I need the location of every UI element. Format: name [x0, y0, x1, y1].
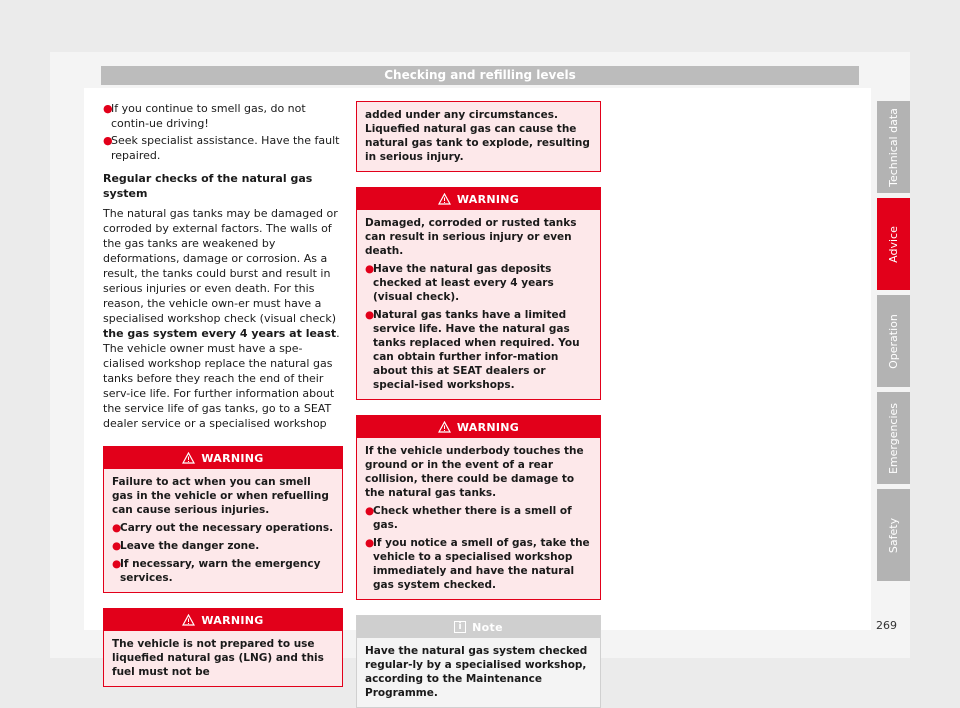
body-paragraph: The natural gas tanks may be damaged or corroded by external factors. The walls of the gas tanks are weakened by deformations, damage or corrosion. As a result, the tanks could burst and result in serious injuries or even death. For this reason, the vehicle own-er must have a specialised workshop check (visual check) the gas system every 4 years at least. The vehicle owner must have a spe-cialised workshop replace the natural gas tanks before they reach the end of their serv-ice life. For further information about the service life of gas tanks, go to a SEAT dealer service or a specialised workshop [103, 207, 340, 430]
bullet-icon: ● [365, 537, 375, 549]
list-item: ● Natural gas tanks have a limited service life. Have the natural gas tanks replaced when required. You can obtain further infor-mation about this at SEAT dealers or special-ised workshops. [365, 309, 580, 391]
warning-triangle-icon [182, 452, 195, 464]
right-column [356, 101, 601, 708]
warning-triangle-icon [182, 614, 195, 626]
bullet-icon: ● [112, 540, 122, 552]
note-header: i Note [357, 616, 600, 638]
list-item: ● Carry out the necessary operations. [112, 522, 334, 534]
list-item: ● Seek specialist assistance. Have the fault repaired. [103, 134, 340, 162]
list-item: ● If you continue to smell gas, do not contin-ue driving! [103, 102, 306, 130]
warning-box-continued [356, 101, 601, 172]
warning-box [356, 187, 601, 400]
bullet-icon: ● [103, 134, 113, 147]
warning-box [103, 608, 343, 687]
warning-body: If the vehicle underbody touches the ground or in the event of a rear collision, there could be damage to the natural gas tanks. ● Check whether there is a smell of gas. ● If you notice a smell of gas, take the vehicle to a specialised workshop immediately and have the natural gas system checked. [357, 438, 600, 599]
list-item: ● If necessary, warn the emergency services. [112, 558, 321, 584]
warning-header: WARNING [357, 188, 600, 210]
left-column [103, 101, 343, 687]
warning-body: Damaged, corroded or rusted tanks can result in serious injury or even death. ● Have the natural gas deposits checked at least every 4 years (visual check). ● Natural gas tanks have a limited service life. Have the natural gas tanks replaced when required. You can obtain further infor-mation about this at SEAT dealers or special-ised workshops. [357, 210, 600, 399]
list-item: ● If you notice a smell of gas, take the vehicle to a specialised workshop immediately and have the natural gas system checked. [365, 537, 590, 591]
warning-header: WARNING [357, 416, 600, 438]
tab-safety[interactable]: Safety [877, 489, 910, 581]
warning-body: Failure to act when you can smell gas in the vehicle or when refuelling can cause serious injuries. ● Carry out the necessary operations. ● Leave the danger zone. ● If necessary, warn the emergency services. [112, 476, 334, 584]
section-heading: Regular checks of the natural gas system [103, 172, 313, 200]
list-item: ● Have the natural gas deposits checked at least every 4 years (visual check). [365, 263, 554, 303]
tab-advice[interactable]: Advice [877, 198, 910, 290]
bullet-icon: ● [112, 522, 122, 534]
note-box [356, 615, 601, 708]
bullet-icon: ● [365, 263, 375, 275]
warning-triangle-icon [438, 421, 451, 433]
warning-header: WARNING [104, 447, 342, 469]
bullet-icon: ● [365, 505, 375, 517]
tab-operation[interactable]: Operation [877, 295, 910, 387]
tab-emergencies[interactable]: Emergencies [877, 392, 910, 484]
warning-header: WARNING [104, 609, 342, 631]
bullet-icon: ● [365, 309, 375, 321]
bullet-icon: ● [112, 558, 122, 570]
note-body: Have the natural gas system checked regular-ly by a specialised workshop, according to the Maintenance Programme. [365, 645, 588, 699]
list-item: ● Leave the danger zone. [112, 540, 260, 552]
warning-body: The vehicle is not prepared to use liquefied natural gas (LNG) and this fuel must not be [112, 638, 324, 678]
warning-body: added under any circumstances. Liquefied natural gas can cause the natural gas tank to explode, resulting in serious injury. [365, 109, 590, 163]
page-title: Checking and refilling levels [101, 66, 859, 85]
bullet-icon: ● [103, 102, 113, 115]
tab-technical-data[interactable]: Technical data [877, 101, 910, 193]
list-item: ● Check whether there is a smell of gas. [365, 505, 572, 531]
info-icon: i [454, 621, 466, 633]
warning-triangle-icon [438, 193, 451, 205]
warning-box [103, 446, 343, 593]
page-number: 269 [876, 619, 897, 632]
warning-box [356, 415, 601, 600]
